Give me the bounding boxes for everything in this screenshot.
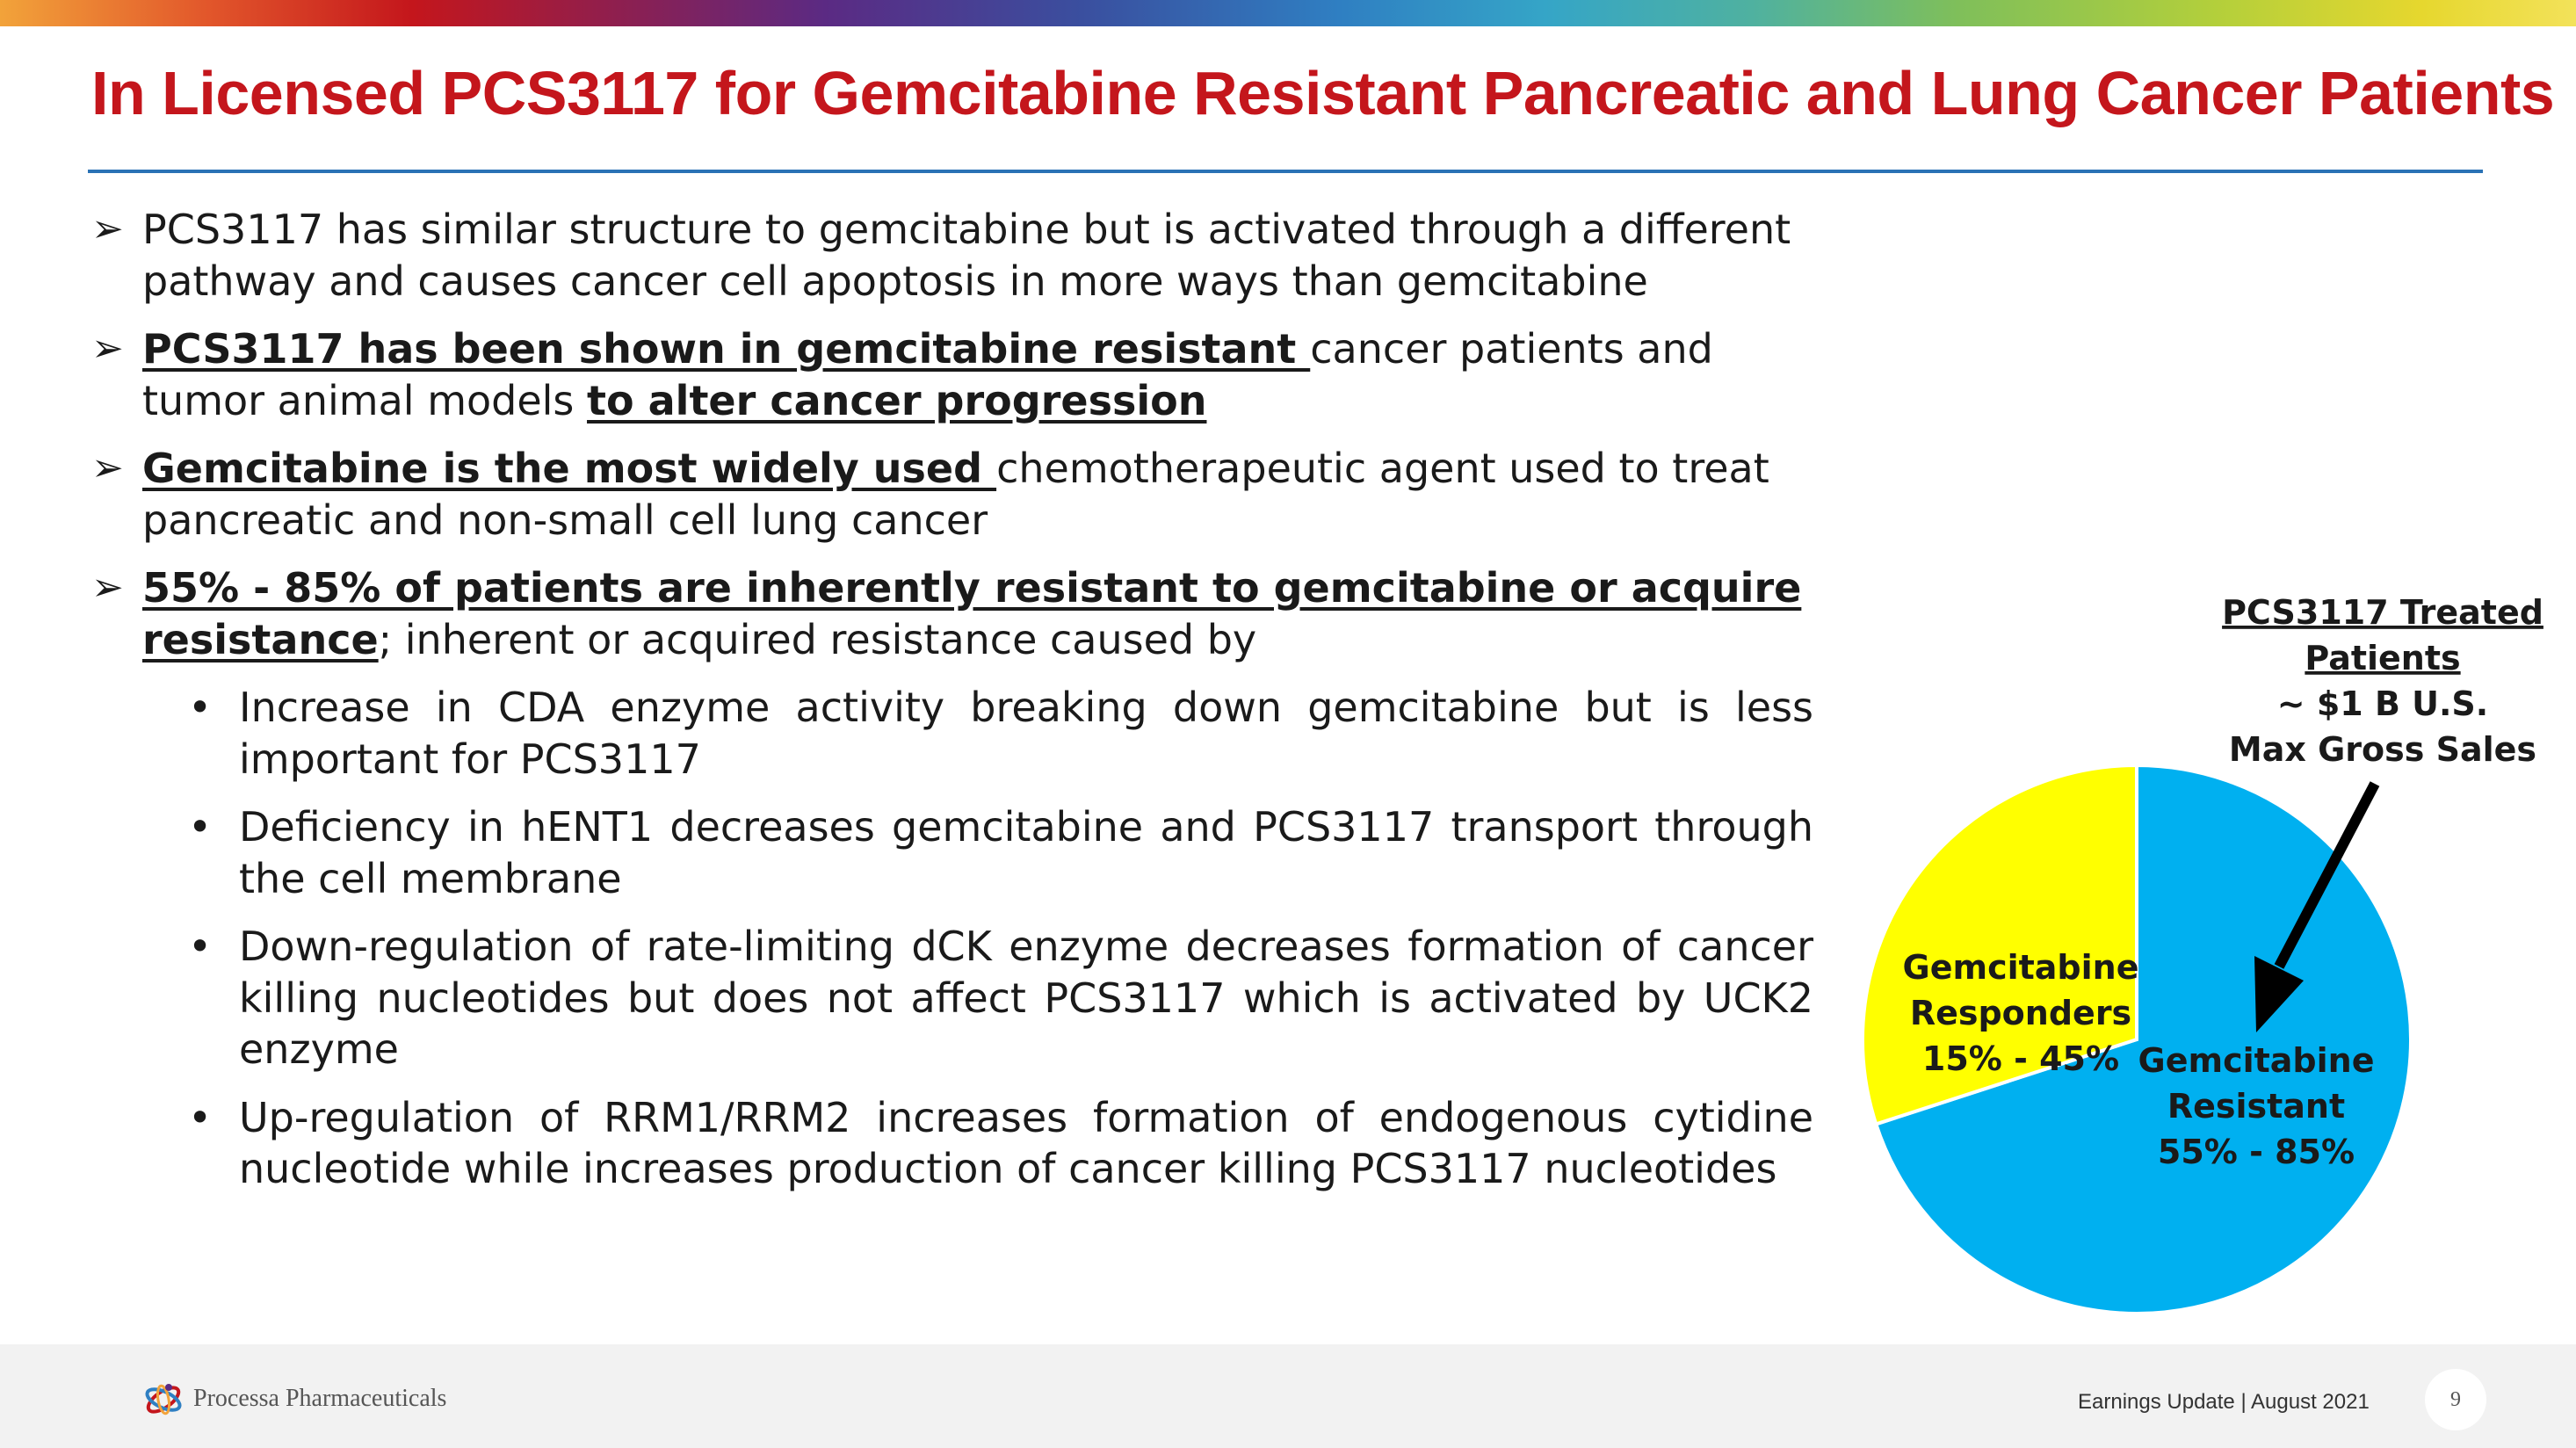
sub-bullet-4	[188, 1092, 1813, 1195]
bullet-1-text: PCS3117 has similar structure to gemcitabine but is activated through a different pathway and causes cancer cell apoptosis in more ways than gemcitabine	[142, 206, 1791, 305]
bullet-2-text: cancer patients and tumor animal models	[142, 325, 1713, 424]
dot-bullet-icon: •	[188, 923, 213, 970]
sub-bullet-text: Up-regulation of RRM1/RRM2 increases formation of endogenous cytidine nucleotide while increases production of cancer killing PCS3117 nucleotides	[239, 1093, 1813, 1192]
bullet-4-emphasis: 55% - 85% of patients are inherently resistant to gemcitabine or acquire resistance	[142, 564, 1802, 663]
sub-bullet-list	[188, 682, 1813, 1195]
sub-bullet-text: Deficiency in hENT1 decreases gemcitabine and PCS3117 transport through the cell membrane	[239, 803, 1813, 902]
arrow-bullet-icon: ➢	[91, 565, 124, 610]
dot-bullet-icon: •	[188, 1093, 213, 1141]
bullet-3-emphasis: Gemcitabine is the most widely used	[142, 445, 997, 492]
arrow-bullet-icon: ➢	[91, 206, 124, 251]
sub-bullet-2	[188, 801, 1813, 904]
bullet-2	[91, 323, 1813, 426]
bullet-list	[91, 204, 1813, 1212]
arrow-bullet-icon: ➢	[91, 326, 124, 371]
bullet-3	[91, 443, 1813, 546]
bullet-1	[91, 204, 1813, 307]
page-title: In Licensed PCS3117 for Gemcitabine Resistant Pancreatic and Lung Cancer Patients	[91, 59, 2555, 127]
sub-bullet-1	[188, 682, 1813, 785]
footer-date: Earnings Update | August 2021	[2078, 1390, 2370, 1414]
bullet-4	[91, 562, 1813, 665]
pie-chart	[1845, 580, 2565, 1327]
top-color-band	[0, 0, 2576, 26]
dot-bullet-icon: •	[188, 803, 213, 851]
pie-slice-label: Gemcitabine Resistant 55% - 85%	[2138, 1041, 2375, 1171]
bullet-2-emphasis-end: to alter cancer progression	[587, 376, 1207, 424]
arrow-bullet-icon: ➢	[91, 445, 124, 490]
page-number: 9	[2425, 1369, 2486, 1430]
pie-chart-svg	[1845, 580, 2565, 1327]
annotation-label: PCS3117 Treated Patients ~ $1 B U.S. Max Gross Sales	[2222, 593, 2543, 769]
sub-bullet-3	[188, 921, 1813, 1075]
bullet-3-text: chemotherapeutic agent used to treat pancreatic and non-small cell lung cancer	[142, 445, 1769, 544]
bullet-2-emphasis: PCS3117 has been shown in gemcitabine resistant	[142, 325, 1311, 373]
pie-slice-label: Gemcitabine Responders 15% - 45%	[1902, 948, 2139, 1078]
sub-bullet-text: Increase in CDA enzyme activity breaking down gemcitabine but is less important for PCS3117	[239, 684, 1813, 783]
bullet-4-text: ; inherent or acquired resistance caused by	[378, 615, 1257, 663]
dot-bullet-icon: •	[188, 684, 213, 731]
processa-logo-icon	[141, 1375, 186, 1421]
company-name: Processa Pharmaceuticals	[193, 1385, 447, 1412]
sub-bullet-text: Down-regulation of rate-limiting dCK enzyme decreases formation of cancer killing nucleotides but does not affect PCS3117 which is activated by UCK2 enzyme	[239, 923, 1813, 1073]
title-divider	[88, 170, 2483, 173]
